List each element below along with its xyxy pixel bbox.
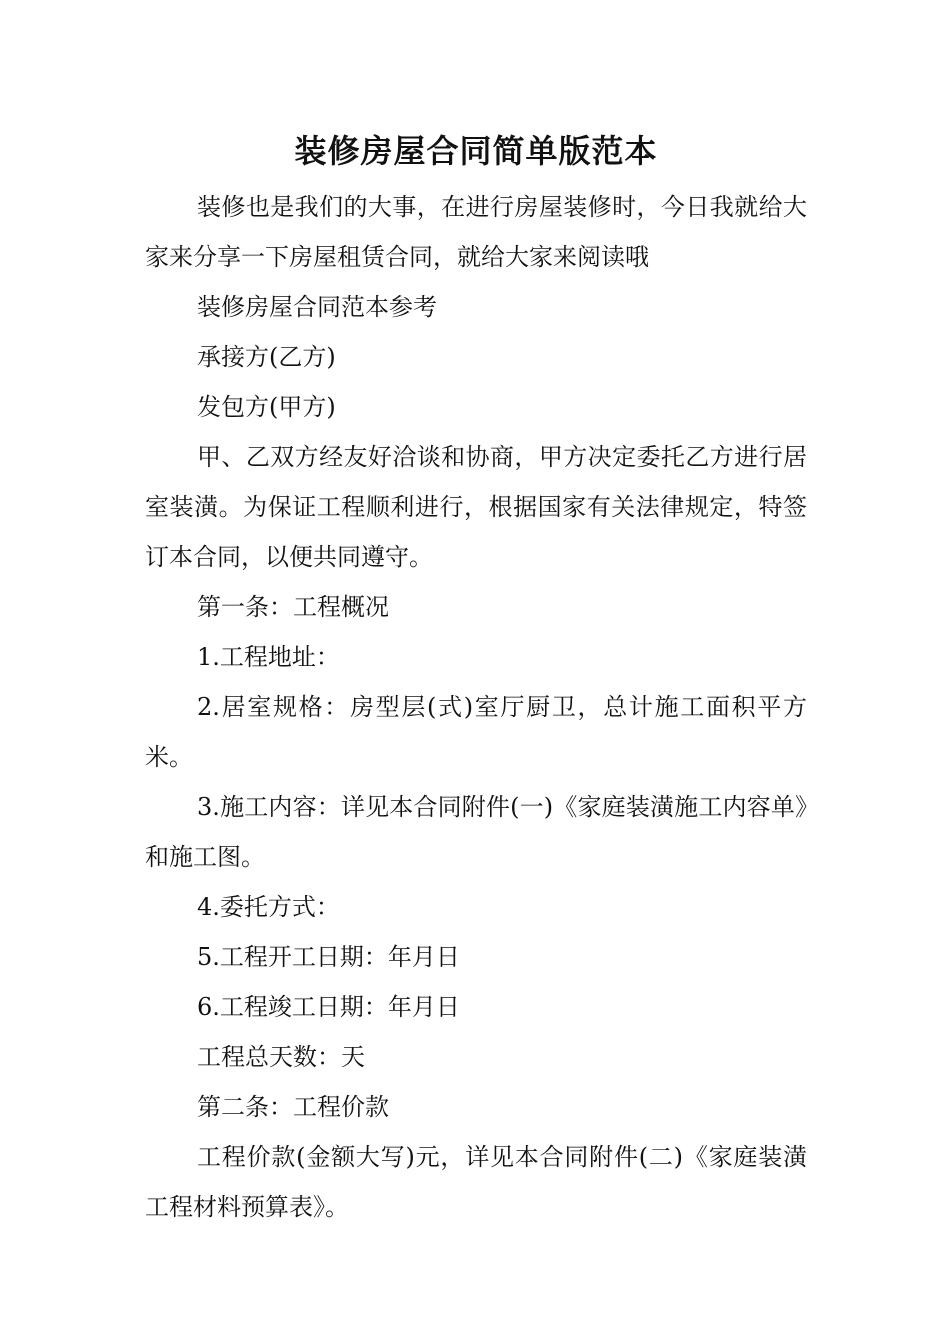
clause-completion-date: 6.工程竣工日期：年月日 — [197, 993, 460, 1021]
document-title: 装修房屋合同简单版范本 — [294, 132, 658, 170]
paragraph-preamble: 甲、乙双方经友好洽谈和协商，甲方决定委托乙方进行居室装潢。为保证工程顺利进行，根据国家有关法律规定，特签订本合同，以便共同遵守。 — [145, 443, 807, 571]
clause-commission-method: 4.委托方式： — [197, 893, 340, 921]
paragraph-party-b: 承接方(乙方) — [197, 343, 336, 371]
paragraph-intro: 装修也是我们的大事，在进行房屋装修时，今日我就给大家来分享一下房屋租赁合同，就给大家来阅读哦 — [145, 193, 807, 271]
article-two-heading: 第二条：工程价款 — [197, 1093, 389, 1121]
document-body — [145, 128, 807, 1232]
clause-address: 1.工程地址： — [197, 643, 340, 671]
paragraph-reference-heading: 装修房屋合同范本参考 — [197, 293, 437, 321]
clause-project-price: 工程价款(金额大写)元，详见本合同附件(二)《家庭装潢工程材料预算表》。 — [145, 1143, 807, 1221]
clause-start-date: 5.工程开工日期：年月日 — [197, 943, 460, 971]
clause-total-days: 工程总天数：天 — [197, 1043, 365, 1071]
paragraph-party-a: 发包方(甲方) — [197, 393, 336, 421]
article-one-heading: 第一条：工程概况 — [197, 593, 389, 621]
clause-room-spec: 2.居室规格：房型层(式)室厅厨卫，总计施工面积平方米。 — [145, 693, 807, 771]
clause-construction-content: 3.施工内容：详见本合同附件(一)《家庭装潢施工内容单》和施工图。 — [145, 793, 807, 871]
